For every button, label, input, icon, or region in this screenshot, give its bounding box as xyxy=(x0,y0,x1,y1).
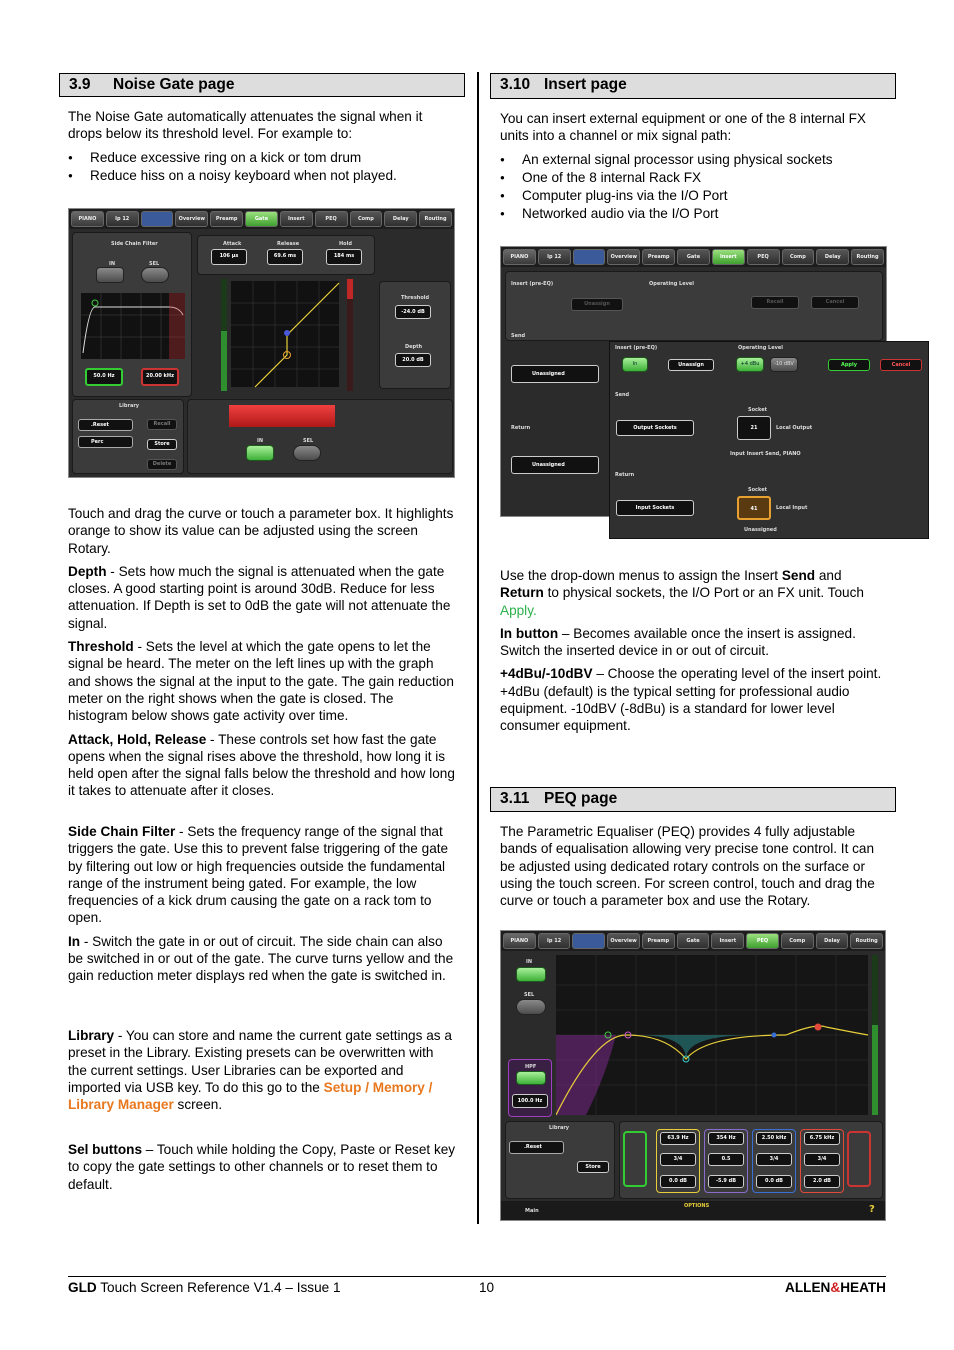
main-label[interactable]: Main xyxy=(525,1208,539,1214)
op-level-label: Operating Level xyxy=(649,281,694,287)
library-item[interactable]: Perc xyxy=(78,436,133,448)
op-level-label: Operating Level xyxy=(738,345,783,351)
send-socket-number[interactable]: 21 xyxy=(737,416,771,440)
side-chain-graph[interactable] xyxy=(81,293,185,359)
cancel-button[interactable]: Cancel xyxy=(880,359,922,371)
tab-peq[interactable]: PEQ xyxy=(747,249,780,265)
text: – Choose the operating level of the insert point. +4dBu (default) is the typical setting for professional audio equipment. -10dBV (-8dBu) is a standard for lower level consumer equipment. xyxy=(500,666,882,734)
tab-colour[interactable] xyxy=(141,211,174,227)
store-button[interactable]: Store xyxy=(147,439,177,450)
tab-bar xyxy=(501,247,886,267)
socket-label: Socket xyxy=(748,487,767,493)
term: Threshold xyxy=(68,639,134,655)
tab-routing[interactable]: Routing xyxy=(851,249,884,265)
tab-channel-name[interactable]: PIANO xyxy=(503,933,536,949)
delete-button[interactable]: Delete xyxy=(147,459,177,470)
list-item: ● Networked audio via the I/O Port xyxy=(500,205,888,223)
send-dropdown[interactable]: Output Sockets xyxy=(616,420,694,436)
library-item[interactable]: .Reset xyxy=(78,419,133,431)
tab-gate[interactable]: Gate xyxy=(245,211,278,227)
release-value[interactable]: 69.6 ms xyxy=(267,249,303,265)
peq-intro xyxy=(500,823,888,915)
paragraph xyxy=(68,563,456,632)
library-panel xyxy=(505,1121,615,1199)
sc-sel-button[interactable] xyxy=(141,267,169,283)
product-name: GLD xyxy=(68,1280,97,1295)
brand-part: ALLEN xyxy=(785,1280,831,1295)
apply-disabled[interactable]: Recall xyxy=(751,296,799,309)
band1-freq[interactable]: 63.9 Hz xyxy=(660,1132,696,1145)
text: and xyxy=(815,568,842,583)
peq-in-button[interactable] xyxy=(516,967,546,982)
depth-value[interactable]: 20.0 dB xyxy=(395,353,431,367)
tab-preamp[interactable]: Preamp xyxy=(642,249,675,265)
return-socket-number[interactable]: 41 xyxy=(737,496,771,520)
insert-pre-label: Insert (pre-EQ) xyxy=(511,281,554,287)
release-label: Release xyxy=(277,241,300,247)
tab-bar xyxy=(501,931,885,951)
text: - Sets the level at which the gate opens to let the signal be heard. The meter on the left lines up with the graph and shows the signal at the input to the gate. The gain reduction meter on the right shows when the gate is closed. The histogram below shows gate activity over time. xyxy=(68,639,454,724)
tab-channel-name[interactable]: PIANO xyxy=(503,249,536,265)
term: In xyxy=(68,933,81,949)
paragraph xyxy=(68,933,456,985)
store-button[interactable]: Store xyxy=(577,1161,609,1173)
sc-sel-label: SEL xyxy=(149,261,160,267)
band3-q[interactable]: 3/4 xyxy=(756,1153,792,1166)
tab-preamp[interactable]: Preamp xyxy=(642,933,675,949)
band2-gain[interactable]: -5.9 dB xyxy=(708,1175,744,1188)
library-item[interactable]: .Reset xyxy=(509,1141,564,1154)
band3-gain[interactable]: 0.0 dB xyxy=(756,1175,792,1188)
term: Return xyxy=(500,585,544,601)
brand-logo xyxy=(785,1279,886,1296)
sc-high-value[interactable]: 20.00 kHz xyxy=(141,368,179,386)
tab-peq[interactable]: PEQ xyxy=(746,933,779,949)
section-heading-peq xyxy=(490,787,896,812)
term: +4dBu/-10dBV xyxy=(500,666,593,682)
tab-insert[interactable]: Insert xyxy=(712,249,745,265)
threshold-label: Threshold xyxy=(401,295,430,301)
noise-gate-intro xyxy=(68,108,456,185)
unassigned-label: Unassigned xyxy=(744,527,777,533)
hpf-button[interactable] xyxy=(516,1071,546,1085)
peq-sel-label: SEL xyxy=(524,992,535,998)
band2-freq[interactable]: 354 Hz xyxy=(708,1132,744,1145)
column-divider xyxy=(477,72,479,1224)
library-label: Library xyxy=(119,403,140,409)
text: – Touch while holding the Copy, Paste or Reset key to copy the gate settings to other channels or to reset them to default. xyxy=(68,1142,456,1192)
band4-freq[interactable]: 6.75 kHz xyxy=(804,1132,840,1145)
paragraph xyxy=(68,638,456,724)
recall-button[interactable]: Recall xyxy=(147,419,177,430)
text: – Becomes available once the insert is assigned. Switch the inserted device in or out of circuit. xyxy=(500,625,856,659)
noise-gate-sel-text xyxy=(68,1141,456,1199)
insert-pre-label: Insert (pre-EQ) xyxy=(615,345,658,351)
send-dropdown[interactable]: Unassigned xyxy=(511,365,599,383)
term: In button xyxy=(500,625,559,641)
term: Attack, Hold, Release xyxy=(68,731,207,747)
bullet-list xyxy=(68,149,456,185)
page-number: 10 xyxy=(479,1280,495,1295)
list-item: ● Reduce hiss on a noisy keyboard when not played. xyxy=(68,167,456,185)
attack-label: Attack xyxy=(223,241,242,247)
text: - You can store and name the current gate settings as a preset in the Library. Existing presets can be overwritten with the current settings. User Libraries can be exported and imported via USB key. To do this go to the xyxy=(68,1028,452,1095)
gate-in-button[interactable] xyxy=(246,445,274,461)
peq-in-label: IN xyxy=(526,959,533,965)
send-label: Send xyxy=(615,392,630,398)
text: screen. xyxy=(173,1097,223,1113)
band4-gain[interactable]: 2.0 dB xyxy=(804,1175,840,1188)
list-item: ● Reduce excessive ring on a kick or tom drum xyxy=(68,149,456,167)
text: - Sets how much the signal is attenuated when the gate closes. A good starting point is around 30dB. Reduce for less attenuation. If Depth is set to 0dB the gate will not attenuate the signal. xyxy=(68,563,451,631)
socket-label: Socket xyxy=(748,407,767,413)
options-label[interactable]: OPTIONS xyxy=(684,1203,710,1209)
tab-delay[interactable]: Delay xyxy=(384,211,417,227)
gate-sel-label: SEL xyxy=(303,438,314,444)
insert-overlay-image xyxy=(609,341,929,539)
paragraph xyxy=(500,665,888,734)
return-label: Return xyxy=(615,472,635,478)
tab-overview[interactable]: Overview xyxy=(607,933,640,949)
sc-in-button[interactable] xyxy=(96,267,124,283)
insert-body xyxy=(500,567,888,741)
gate-in-label: IN xyxy=(257,438,264,444)
gate-screen-image xyxy=(68,208,455,478)
hold-label: Hold xyxy=(339,241,352,247)
peq-curve-graph[interactable] xyxy=(556,955,882,1117)
section-title: PEQ page xyxy=(544,790,618,807)
paragraph xyxy=(68,1027,456,1113)
page-footer xyxy=(68,1276,886,1295)
tab-gate[interactable]: Gate xyxy=(677,933,710,949)
tab-bar xyxy=(69,209,454,229)
sc-low-value[interactable]: 50.0 Hz xyxy=(85,368,123,386)
noise-gate-body-2 xyxy=(68,823,456,991)
band2-q[interactable]: 0.5 xyxy=(708,1153,744,1166)
text: - Sets the frequency range of the signal that triggers the gate. Use this to prevent false triggering of the gate by filtering out low or high frequencies outside the fundamental range of the instrument being gated. For example, the low frequencies of a kick drum causing the gate on a rack tom to open. xyxy=(68,824,449,926)
depth-label: Depth xyxy=(405,344,423,350)
list-item: ● Computer plug-ins via the I/O Port xyxy=(500,187,888,205)
tab-source[interactable]: Ip 12 xyxy=(106,211,139,227)
noise-gate-body xyxy=(68,505,456,806)
list-item: ● An external signal processor using physical sockets xyxy=(500,151,888,169)
side-chain-label: Side Chain Filter xyxy=(111,241,158,247)
return-dropdown[interactable]: Input Sockets xyxy=(616,500,694,516)
return-dropdown[interactable]: Unassigned xyxy=(511,456,599,474)
unassign-button[interactable]: Unassign xyxy=(668,359,714,371)
hpf-label: HPF xyxy=(525,1064,537,1070)
bullet-list xyxy=(500,151,888,223)
tab-source[interactable]: Ip 12 xyxy=(538,249,571,265)
band1-q[interactable]: 3/4 xyxy=(660,1153,696,1166)
tab-gate[interactable]: Gate xyxy=(677,249,710,265)
return-label: Return xyxy=(511,425,531,431)
tab-routing[interactable]: Routing xyxy=(850,933,883,949)
tab-comp[interactable]: Comp xyxy=(782,249,815,265)
brand-ampersand: & xyxy=(830,1280,841,1295)
term: Send xyxy=(781,568,816,583)
threshold-value[interactable]: -24.0 dB xyxy=(395,305,431,319)
insert-in-button[interactable]: In xyxy=(622,357,648,372)
band1-gain[interactable]: 0.0 dB xyxy=(660,1175,696,1188)
apply-text: Apply. xyxy=(500,602,537,618)
section-heading-insert xyxy=(490,73,896,99)
tab-comp[interactable]: Comp xyxy=(350,211,383,227)
paragraph xyxy=(68,1141,456,1193)
apply-button[interactable]: Apply xyxy=(828,359,870,371)
hold-value[interactable]: 184 ms xyxy=(326,249,362,265)
text: - Switch the gate in or out of circuit. The side chain can also be switched in or out of the gate. The curve turns yellow and the gain reduction meter displays red when the gate is switched in. xyxy=(68,933,454,984)
sc-in-label: IN xyxy=(109,261,116,267)
section-number: 3.9 xyxy=(69,76,91,93)
section-number: 3.11 xyxy=(500,790,530,807)
help-icon[interactable]: ? xyxy=(869,1204,875,1215)
cancel-disabled[interactable]: Cancel xyxy=(811,296,859,309)
peq-sel-button[interactable] xyxy=(516,999,546,1015)
tab-preamp[interactable]: Preamp xyxy=(210,211,243,227)
tab-routing[interactable]: Routing xyxy=(419,211,452,227)
gate-sel-button[interactable] xyxy=(293,445,321,461)
term: Side Chain Filter xyxy=(68,824,176,839)
section-title: Insert page xyxy=(544,76,627,93)
tab-overview[interactable]: Overview xyxy=(175,211,208,227)
tab-insert[interactable]: Insert xyxy=(711,933,744,949)
paragraph xyxy=(500,567,888,619)
minus10-button[interactable]: -10 dBV xyxy=(770,357,798,372)
tab-channel-name[interactable]: PIANO xyxy=(71,211,104,227)
high-shelf-icon[interactable] xyxy=(847,1131,871,1187)
term: Sel buttons xyxy=(68,1142,143,1157)
paragraph: You can insert external equipment or one of the 8 internal FX units into a channel or mix signal path: xyxy=(500,111,867,144)
plus4-button[interactable]: +4 dBu xyxy=(736,357,764,372)
tab-delay[interactable]: Delay xyxy=(816,249,849,265)
doc-title: Touch Screen Reference V1.4 – Issue 1 xyxy=(96,1280,341,1295)
paragraph xyxy=(68,823,456,927)
local-output-label: Local Output xyxy=(776,425,813,431)
paragraph: The Noise Gate automatically attenuates the signal when it drops below its threshold level. For example to: xyxy=(68,109,423,142)
term: Depth xyxy=(68,563,107,579)
unassign-disabled[interactable]: Unassign xyxy=(571,298,623,311)
section-heading-noise-gate xyxy=(59,73,465,97)
tab-insert[interactable]: Insert xyxy=(280,211,313,227)
hpf-value[interactable]: 100.0 Hz xyxy=(512,1094,548,1108)
paragraph: The Parametric Equaliser (PEQ) provides 4 fully adjustable bands of equalisation allowing very precise tone control. It can be adjusted using dedicated rotary controls on the surface or using the touch screen. For screen control, touch and drag the curve or touch a parameter box and use the Rotary. xyxy=(500,824,875,909)
section-number: 3.10 xyxy=(500,76,531,93)
insert-note: Input Insert Send, PIANO xyxy=(730,451,801,457)
tab-overview[interactable]: Overview xyxy=(607,249,640,265)
peq-screen-image xyxy=(500,930,886,1221)
send-label: Send xyxy=(511,333,526,339)
low-shelf-icon[interactable] xyxy=(623,1131,647,1187)
library-manager-link[interactable]: Setup / Memory / Library Manager xyxy=(68,1079,433,1113)
section-title: Noise Gate page xyxy=(113,76,235,93)
text: - These controls set how fast the gate opens when the signal rises above the threshold, how long it is held open after the signal falls below the threshold and how long it takes to attenuate after it closes. xyxy=(68,731,455,799)
local-input-label: Local Input xyxy=(776,505,808,511)
footer-doc xyxy=(68,1279,341,1296)
tab-source[interactable]: Ip 12 xyxy=(538,933,571,949)
paragraph xyxy=(500,625,888,660)
paragraph: Touch and drag the curve or touch a parameter box. It highlights orange to show its value can be adjusted using the screen Rotary. xyxy=(68,506,454,556)
tab-delay[interactable]: Delay xyxy=(816,933,849,949)
term: Library xyxy=(68,1028,115,1043)
tab-peq[interactable]: PEQ xyxy=(315,211,348,227)
brand-part: HEATH xyxy=(840,1280,886,1295)
list-item: ● One of the 8 internal Rack FX xyxy=(500,169,888,187)
text: to physical sockets, the I/O Port or an FX unit. Touch xyxy=(543,585,864,601)
text: Use the drop-down menus to assign the Insert xyxy=(500,568,782,583)
tab-colour[interactable] xyxy=(573,249,606,265)
tab-comp[interactable]: Comp xyxy=(781,933,814,949)
attack-value[interactable]: 106 µs xyxy=(211,249,247,265)
tab-colour[interactable] xyxy=(572,933,605,949)
insert-intro xyxy=(500,110,888,223)
gain-reduction-histogram xyxy=(229,405,335,427)
gate-curve-graph[interactable] xyxy=(219,279,359,395)
noise-gate-library-text xyxy=(68,1027,456,1119)
band4-q[interactable]: 3/4 xyxy=(804,1153,840,1166)
library-label: Library xyxy=(549,1125,570,1131)
paragraph xyxy=(68,731,456,800)
band3-freq[interactable]: 2.50 kHz xyxy=(756,1132,792,1145)
